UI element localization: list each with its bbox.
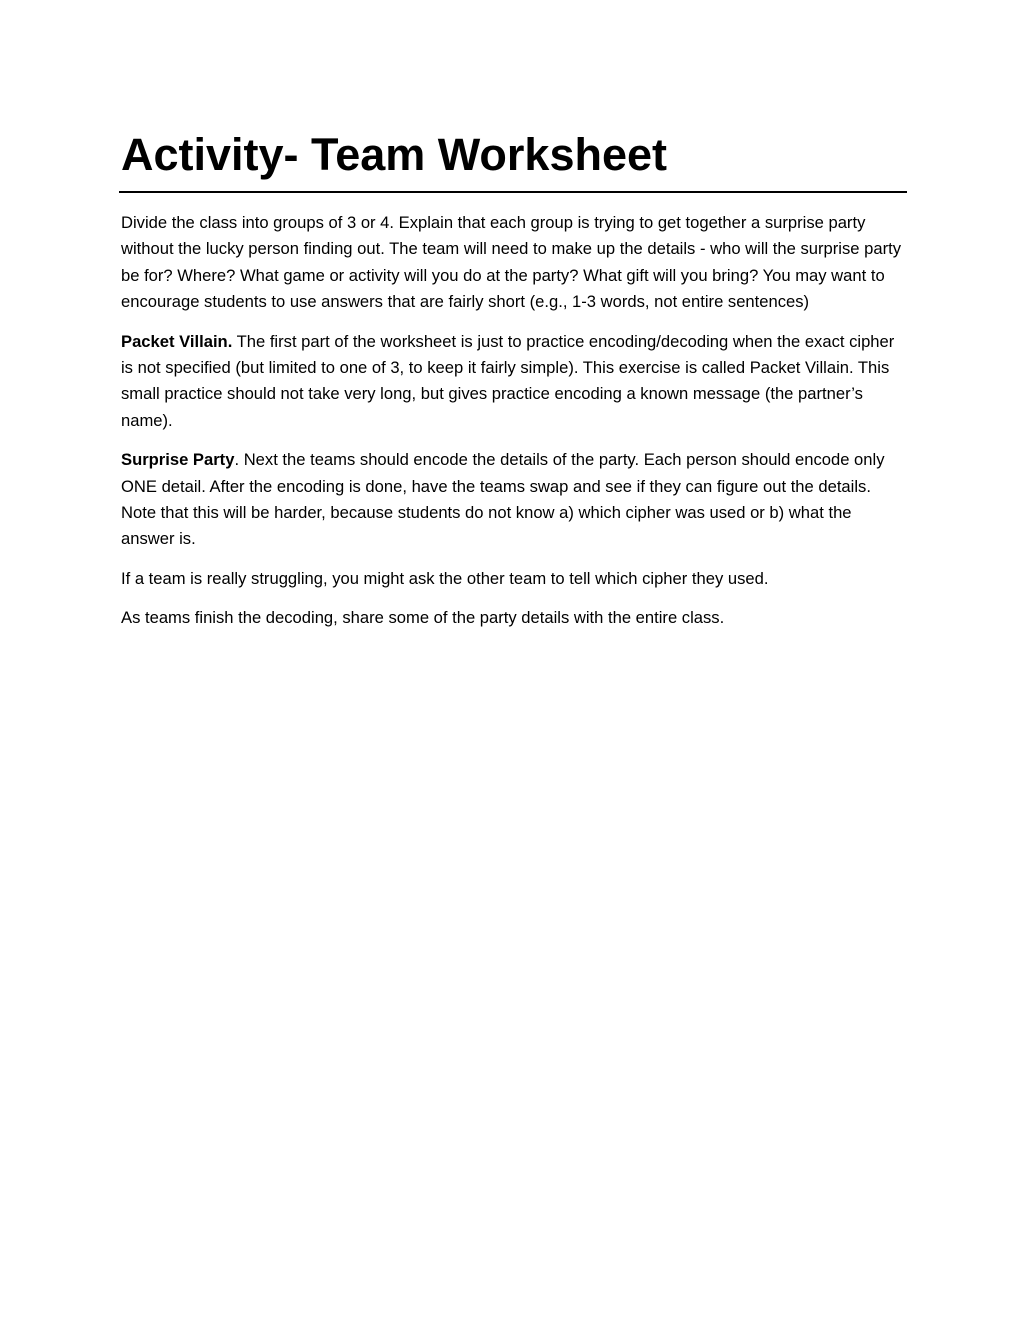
paragraph-text: Next the teams should encode the details of the party. Each person should encode only ONE detail. After the encoding is done, have the teams swap and see if they can figure out the details. Note that this will be harder, because students do not know a) which cipher was used or b) what the answer is.: [121, 450, 885, 549]
paragraph-intro: [121, 210, 906, 316]
paragraph-text: Divide the class into groups of 3 or 4. Explain that each group is trying to get together a surprise party without the lucky person finding out. The team will need to make up the details - who will the surprise party be for? Where? What game or activity will you do at the party? What gift will you bring? You may want to encourage students to use answers that are fairly short (e.g., 1-3 words, not entire sentences): [121, 213, 902, 312]
paragraph-lead: Packet Villain.: [121, 331, 233, 351]
document-title: Activity- Team Worksheet: [121, 129, 667, 180]
paragraph-struggling: [121, 566, 906, 592]
paragraph-text: If a team is really struggling, you might ask the other team to tell which cipher they used.: [121, 568, 769, 588]
paragraph-share: [121, 605, 906, 631]
paragraph-packet-villain: [121, 329, 906, 435]
paragraph-lead: Surprise Party: [121, 450, 235, 470]
paragraph-text: As teams finish the decoding, share some of the party details with the entire class.: [121, 608, 725, 628]
paragraph-lead-punct: .: [234, 450, 240, 470]
title-divider: [119, 191, 907, 193]
document-page: [121, 126, 906, 628]
paragraph-text: The first part of the worksheet is just to practice encoding/decoding when the exact cipher is not specified (but limited to one of 3, to keep it fairly simple). This exercise is called Packet Villain. This small practice should not take very long, but gives practice encoding a known message (the partner’s name).: [121, 331, 895, 430]
paragraph-surprise-party: [121, 447, 906, 553]
document-body: [121, 210, 906, 645]
